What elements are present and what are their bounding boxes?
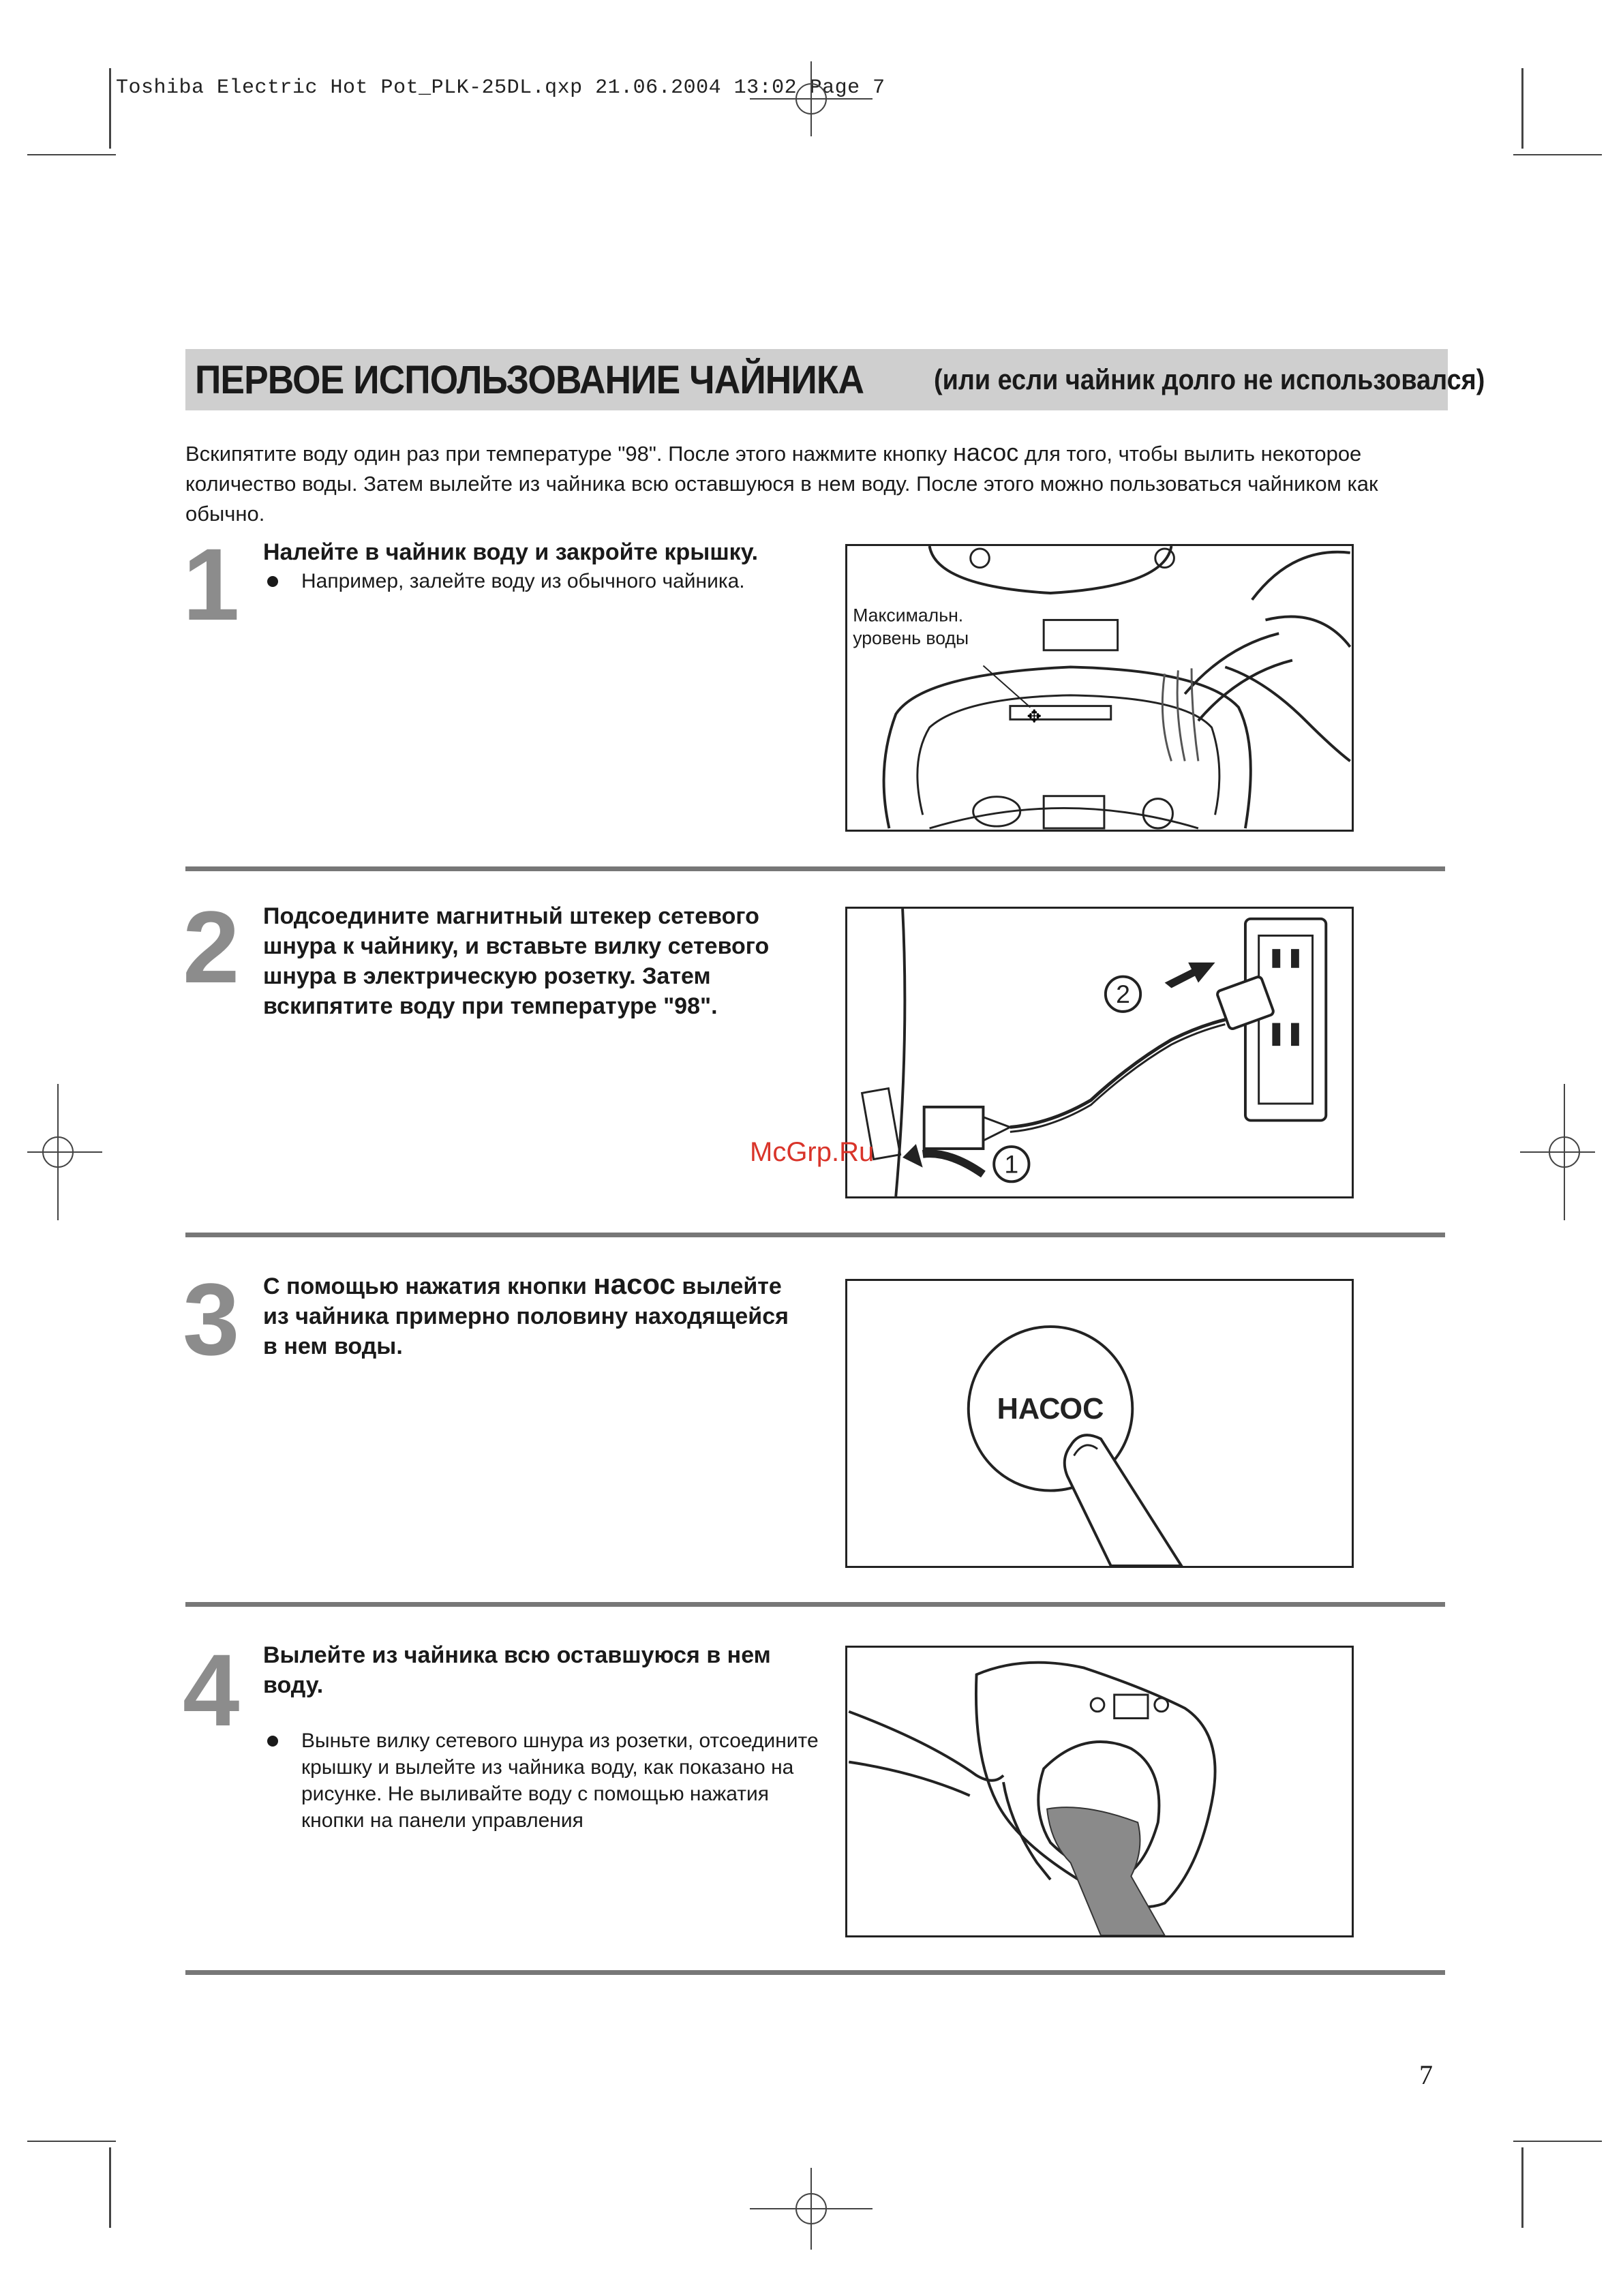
- step-4-title: Вылейте из чайника всю оставшуюся в нем воду.: [263, 1642, 771, 1698]
- pump-button-drawing: [847, 1281, 1352, 1566]
- section-subtitle: (или если чайник долго не использовался): [934, 363, 1485, 395]
- step-2-title: Подсоедините магнитный штекер сетевого шнура к чайнику, и вставьте вилку сетевого шнура в электрическую розетку. Затем вскипятите воду при температуре "98".: [263, 903, 770, 1019]
- pump-button-label: НАСОС: [997, 1393, 1104, 1426]
- watermark: McGrp.Ru: [750, 1137, 875, 1167]
- pump-word: насос: [952, 438, 1019, 466]
- step-2-number: 2: [183, 890, 240, 1004]
- registration-mark-right: [1520, 1084, 1595, 1220]
- step-1-title: Налейте в чайник воду и закройте крышку.: [263, 539, 759, 565]
- plug-connection-drawing: [847, 909, 1352, 1196]
- section-title: ПЕРВОЕ ИСПОЛЬЗОВАНИЕ ЧАЙНИКА: [195, 357, 864, 402]
- step-divider: [185, 866, 1445, 871]
- intro-paragraph: Вскипятите воду один раз при температуре "98". После этого нажмите кнопку насос для того, чтобы вылить некоторое количество воды. Затем вылейте из чайника всю оставшуюся в нем воду. После этого можно пользоваться чайником как обычно.: [185, 438, 1378, 526]
- step-1-number: 1: [183, 527, 240, 641]
- pouring-water-drawing: [847, 1648, 1352, 1935]
- step-2-illustration: [845, 907, 1354, 1198]
- registration-mark-top: [743, 61, 879, 136]
- step-divider: [185, 1602, 1445, 1607]
- step-2-marker-2: 2: [1116, 980, 1130, 1009]
- bullet-icon: [267, 1736, 278, 1747]
- max-level-label-2: уровень воды: [853, 627, 969, 648]
- print-slug: Toshiba Electric Hot Pot_PLK-25DL.qxp 21.06.2004 13:02 Page 7: [116, 76, 885, 100]
- pump-word: насос: [593, 1268, 676, 1300]
- section-title-band: [185, 349, 1485, 410]
- step-divider: [185, 1233, 1445, 1237]
- step-3-title: С помощью нажатия кнопки насос вылейте из чайника примерно половину находящейся в нем воды.: [263, 1268, 789, 1359]
- max-level-label-1: Максимальн.: [853, 605, 964, 626]
- step-4-number: 4: [183, 1633, 240, 1747]
- bullet-icon: [267, 576, 278, 587]
- page-number: 7: [1419, 2059, 1433, 2090]
- step-1-bullet: Например, залейте воду из обычного чайника.: [263, 568, 808, 594]
- step-4-illustration: [845, 1646, 1354, 1937]
- step-divider: [185, 1970, 1445, 1975]
- kettle-filling-drawing: [847, 546, 1352, 830]
- step-3-illustration: [845, 1279, 1354, 1568]
- step-3-number: 3: [183, 1262, 240, 1376]
- svg-text:✥: ✥: [1027, 706, 1042, 727]
- step-2-marker-1: 1: [1004, 1149, 1019, 1179]
- step-4-bullet: Выньте вилку сетевого шнура из розетки, отсоедините крышку и вылейте из чайника воду, как показано на рисунке. Не выливайте воду с помощью нажатия кнопки на панели управления: [263, 1727, 822, 1834]
- step-1-illustration: [845, 544, 1354, 832]
- registration-mark-left: [27, 1084, 102, 1220]
- registration-mark-bottom: [743, 2168, 879, 2250]
